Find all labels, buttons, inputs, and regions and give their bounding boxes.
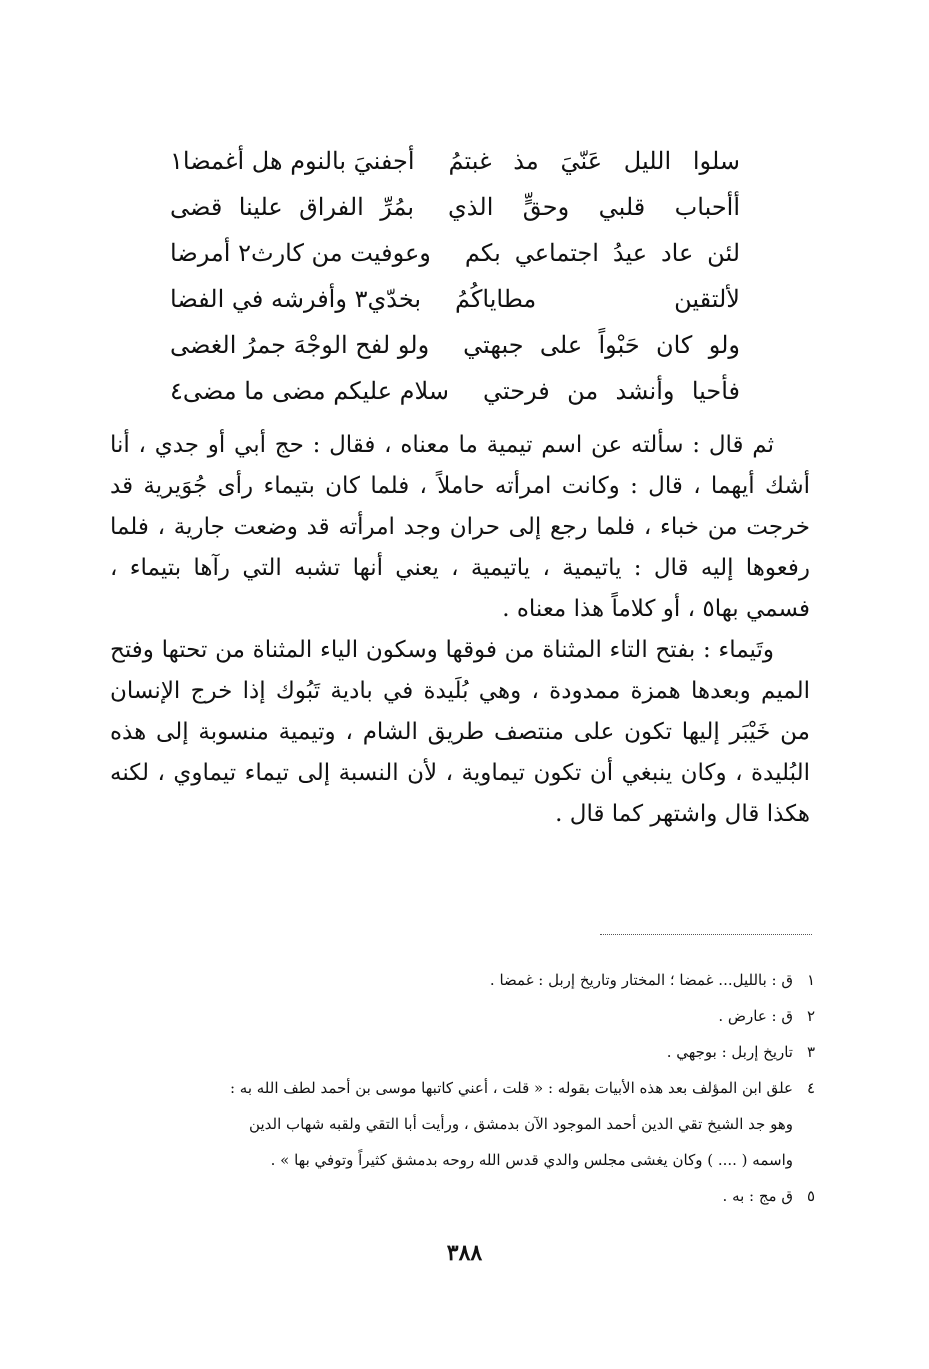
footnote-text: ق : عارض .: [718, 1007, 793, 1025]
hemistich-right: فأحيا وأنشد من فرحتي: [482, 377, 740, 405]
footnote-number: ٣: [806, 1043, 815, 1061]
footnote-separator: [600, 934, 812, 935]
hemistich-right: أأحباب قلبي وحقٍّ الذي: [448, 193, 740, 221]
verse: [170, 184, 740, 230]
footnotes: [110, 962, 815, 1214]
footnote: [110, 962, 815, 998]
hemistich-right: لئن عاد عيدُ اجتماعي بكم: [464, 239, 740, 267]
footnote: [110, 998, 815, 1034]
verse: [170, 230, 740, 276]
footnote-text: ق مج : به .: [722, 1187, 793, 1205]
footnote: [110, 1070, 815, 1106]
footnote-text: علق ابن المؤلف بعد هذه الأبيات بقوله : « قلت ، أعني كاتبها موسى بن أحمد لطف الله به :: [229, 1079, 793, 1097]
page-number: ٣٨٨: [446, 1240, 483, 1266]
footnote-number: ١: [806, 971, 815, 989]
footnote-text: تاريخ إربل : بوجهي .: [666, 1043, 793, 1061]
footnote-number: ٥: [806, 1187, 815, 1205]
paragraph-name-origin: ثم قال : سألته عن اسم تيمية ما معناه ، فقال : حج أبي أو جدي ، أنا أشك أيهما ، قال : وكانت امرأته حاملاً ، فلما كان بتيماء رأى جُوَيرية قد خرجت من خباء ، فلما رجع إلى حران وجد امرأته قد وضعت جارية ، فلما رفعوها إليه قال : ياتيمية ، ياتيمية ، يعني أنها تشبه التي رآها بتيماء ، فسمي بها٥ ، أو كلاماً هذا معناه .: [110, 432, 810, 622]
verse: [170, 368, 740, 414]
footnote-number: ٤: [806, 1079, 815, 1097]
hemistich-right: لألتقين مطاياكُمُ: [455, 285, 740, 313]
hemistich-left: ولو لفح الوجْهَ جمرُ الغضى: [170, 331, 430, 359]
footnote-text: وهو جد الشيخ تقي الدين أحمد الموجود الآن بدمشق ، ورأيت أبا التقي ولقبه شهاب الدين: [249, 1115, 793, 1133]
footnote: [110, 1034, 815, 1070]
paragraph-taymaa-note: وتَيماء : بفتح التاء المثناة من فوقها وسكون الياء المثناة من تحتها وفتح الميم وبعدها همزة ممدودة ، وهي بُلَيدة في بادية تَبُوك إذا خرج الإنسان من خَيْبَر إليها تكون على منتصف طريق الشام ، وتيمية منسوبة إلى هذه البُليدة ، وكان ينبغي أن تكون تيماوية ، لأن النسبة إلى تيماء تيماوي ، لكنه هكذا قال واشتهر كما قال .: [110, 637, 810, 827]
hemistich-left: بخدّي٣ وأفرشه في الفضا: [170, 285, 422, 313]
verse: [170, 138, 740, 184]
verse: [170, 322, 740, 368]
footnote-text: واسمه ( .... ) وكان يغشى مجلس والدي قدس الله روحه بدمشق كثيراً وتوفي بها » .: [270, 1151, 793, 1169]
footnote-text: ق : بالليل... غمضا ؛ المختار وتاريخ إربل : غمضا .: [489, 971, 793, 989]
hemistich-right: سلوا الليل عَنّيَ مذ غبتمُ: [448, 147, 740, 175]
hemistich-left: بمُرِّ الفراق علينا قضى: [170, 193, 414, 221]
poem: [170, 138, 740, 414]
hemistich-left: سلام عليكم مضى ما مضى٤: [170, 377, 449, 405]
footnote: [110, 1178, 815, 1214]
hemistich-right: ولو كان حَبْواً على جبهتي: [463, 331, 740, 359]
hemistich-left: أجفنيَ بالنوم هل أغمضا١: [170, 147, 415, 175]
footnote-number: ٢: [806, 1007, 815, 1025]
hemistich-left: وعوفيت من كارث٢ أمرضا: [170, 239, 431, 267]
verse: [170, 276, 740, 322]
footnote-continuation: [110, 1142, 815, 1178]
footnote-continuation: [110, 1106, 815, 1142]
